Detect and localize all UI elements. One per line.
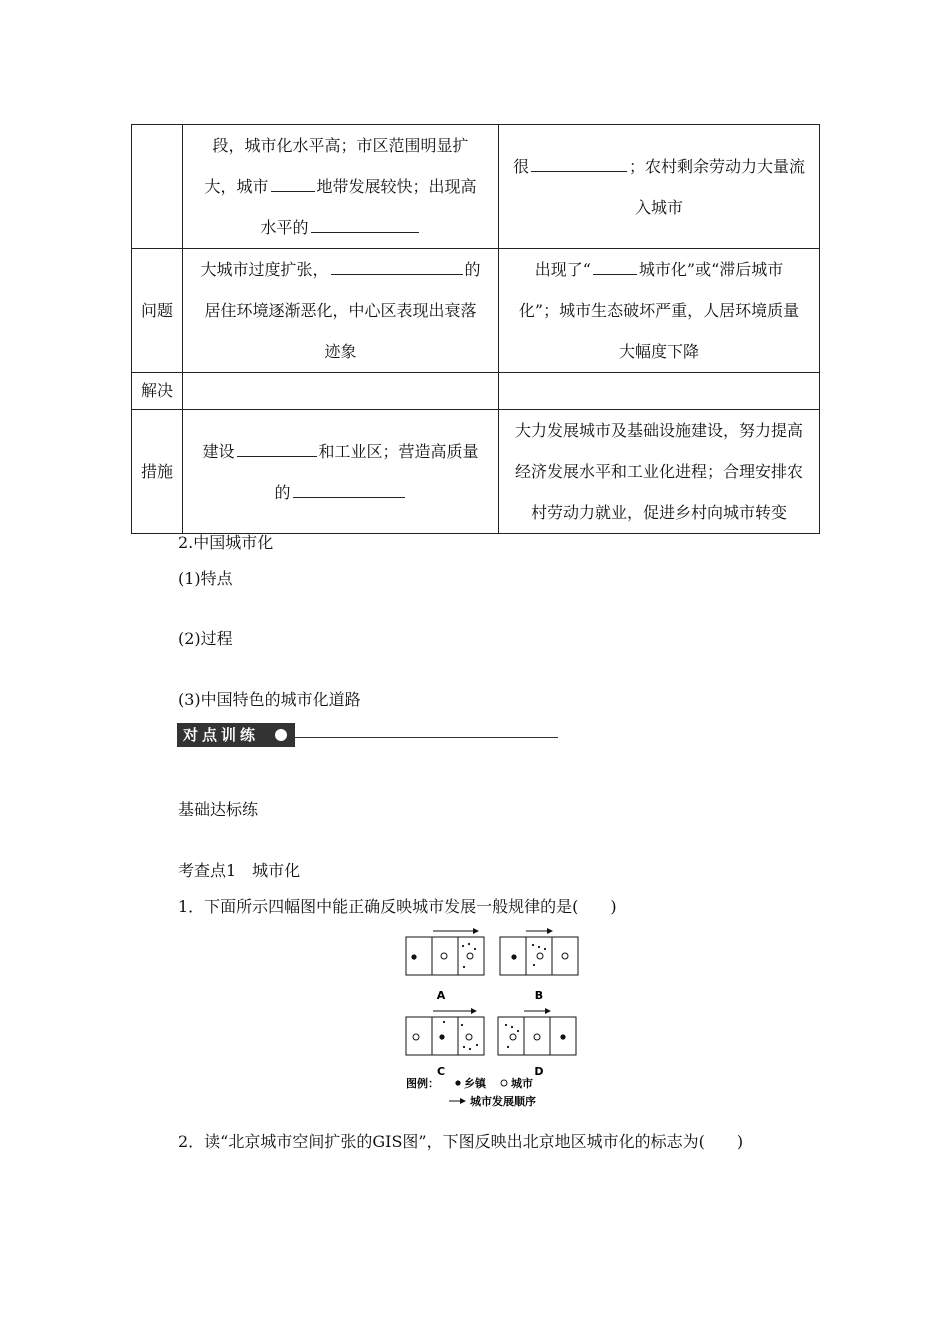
fill-blank[interactable] (237, 455, 317, 457)
figure-legend (406, 1076, 536, 1108)
town-dot-icon (455, 1080, 460, 1085)
cell-text: 大城市过度扩张， (200, 260, 329, 279)
row-label: 措施 (132, 410, 183, 534)
diagram-d (498, 1011, 576, 1078)
label-b: B (534, 989, 544, 1002)
cell-text: 居住环境逐渐恶化，中心区表现出衰落 (204, 301, 477, 320)
practice-header-banner (177, 723, 558, 747)
label-c: C (436, 1065, 446, 1078)
cell-text: 段，城市化水平高；市区范围明显扩 (212, 136, 469, 155)
cell-text: ；农村剩余劳动力大量流 (629, 156, 806, 176)
cell-text: 很 (512, 156, 529, 176)
cell-text: 迹象 (324, 342, 357, 361)
label-a: A (436, 989, 446, 1002)
fill-blank[interactable] (531, 170, 627, 172)
cell-text: 化”；城市生态破坏严重，人居环境质量 (518, 301, 800, 320)
cell-text: 大幅度下降 (618, 342, 699, 361)
urban-development-figure (400, 925, 585, 1115)
fill-blank[interactable] (311, 231, 419, 233)
table-row (132, 249, 820, 373)
cell-text: 建设 (202, 441, 235, 461)
section-item: (1)特点 (178, 569, 233, 588)
cell-text: 的 (464, 260, 481, 279)
table-row (132, 125, 820, 249)
legend-town: 乡镇 (464, 1077, 486, 1090)
fill-blank[interactable] (593, 273, 637, 275)
cell-text: 的 (274, 482, 291, 502)
diagram-b (500, 931, 578, 1002)
row-label: 问题 (132, 249, 183, 373)
cell-text: 水平的 (260, 218, 309, 237)
header-rule (295, 737, 558, 738)
cell-text: 出现了“ (534, 260, 591, 279)
city-circle-icon (501, 1080, 507, 1086)
diagram-c (406, 1011, 484, 1078)
bullet-dot-icon (275, 729, 287, 741)
question-2: 2．读“北京城市空间扩张的GIS图”，下图反映出北京地区城市化的标志为( ) (178, 1132, 744, 1151)
cell-text: 入城市 (634, 197, 683, 217)
fill-blank[interactable] (293, 496, 405, 498)
cell-text: 地带发展较快；出现高 (316, 177, 477, 196)
section-item: (2)过程 (178, 629, 233, 648)
fill-blank[interactable] (331, 273, 463, 275)
practice-header-tag: 对点训练 (177, 723, 295, 747)
cell-text: 大，城市 (204, 177, 269, 196)
cell-text: 经济发展水平和工业化进程；合理安排农 (514, 462, 803, 481)
urbanization-comparison-table (131, 124, 820, 534)
question-1: 1．下面所示四幅图中能正确反映城市发展一般规律的是( ) (178, 897, 617, 916)
section-heading: 2.中国城市化 (178, 533, 274, 552)
cell-text: 和工业区；营造高质量 (318, 441, 479, 461)
cell-text: 村劳动力就业，促进乡村向城市转变 (530, 503, 787, 522)
row-label: 解决 (132, 373, 183, 410)
cell-text: 大力发展城市及基础设施建设，努力提高 (514, 421, 803, 440)
legend-prefix: 图例： (406, 1077, 439, 1090)
table-row (132, 373, 820, 410)
legend-city: 城市 (511, 1077, 533, 1090)
cell-text: 城市化”或“滞后城市 (638, 260, 784, 279)
diagram-a (406, 931, 484, 1002)
kaodian-heading: 考查点1 城市化 (178, 861, 301, 880)
table-row (132, 410, 820, 534)
section-item: (3)中国特色的城市化道路 (178, 690, 361, 709)
label-d: D (534, 1065, 544, 1078)
fill-blank[interactable] (271, 190, 315, 192)
practice-title: 基础达标练 (178, 800, 259, 819)
legend-arrow: 城市发展顺序 (470, 1095, 536, 1108)
figure-svg (400, 925, 585, 1115)
